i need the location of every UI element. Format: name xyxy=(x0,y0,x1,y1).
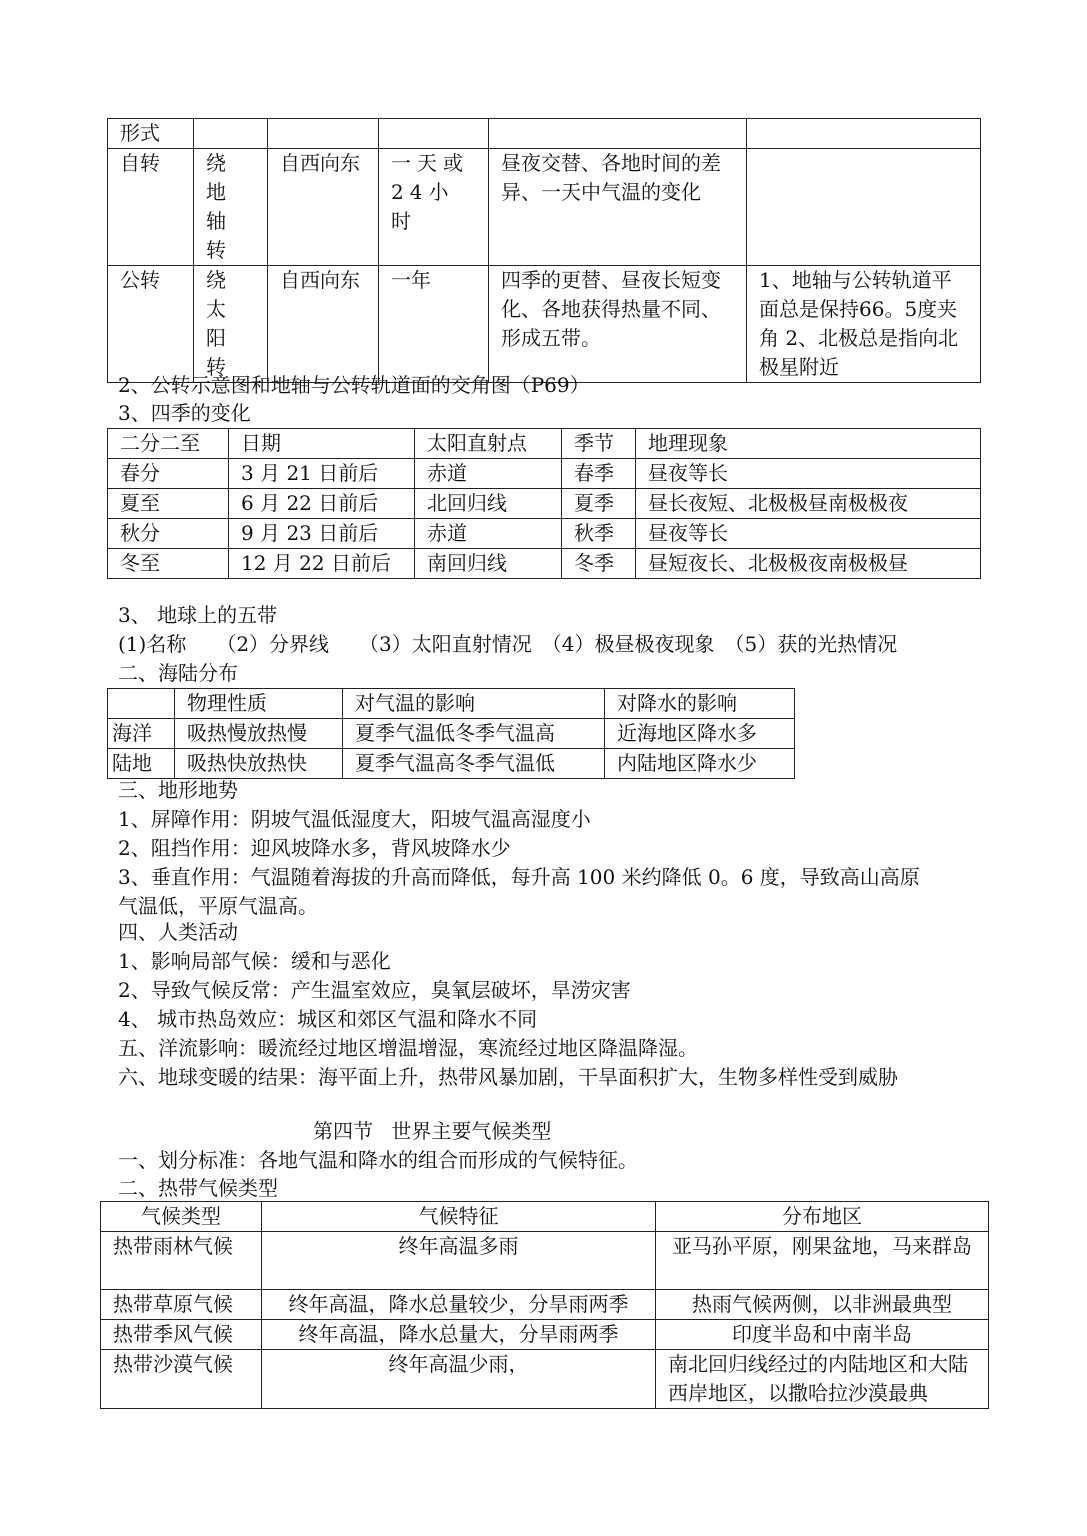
table-cell: 1、地轴与公转轨道平面总是保持66。5度夹角 2、北极总是指向北极星附近 xyxy=(747,266,981,383)
table-row xyxy=(108,149,981,266)
table-cell: 昼短夜长、北极极夜南极极昼 xyxy=(636,549,981,579)
table-header-cell: 地理现象 xyxy=(636,429,981,459)
table-row xyxy=(108,749,795,779)
table-cell: 热带沙漠气候 xyxy=(101,1350,262,1409)
table-cell: 昼夜交替、各地时间的差异、一天中气温的变化 xyxy=(489,149,747,266)
table-header-cell: 季节 xyxy=(562,429,636,459)
table-cell: 春分 xyxy=(108,459,229,489)
table-cell: 昼夜等长 xyxy=(636,459,981,489)
table-cell: 绕地轴转 xyxy=(194,149,268,266)
table-cell: 夏季 xyxy=(562,489,636,519)
table-cell: 北回归线 xyxy=(415,489,562,519)
table-cell: 终年高温，降水总量较少，分旱雨两季 xyxy=(262,1290,656,1320)
table-cell: 3 月 21 日前后 xyxy=(229,459,415,489)
table-cell: 昼夜等长 xyxy=(636,519,981,549)
text-line: 2、阻挡作用：迎风坡降水多，背风坡降水少 xyxy=(118,836,511,860)
text-line: 2、公转示意图和地轴与公转轨道面的交角图（P69） xyxy=(118,373,590,397)
table-row xyxy=(108,519,981,549)
table-cell: 冬至 xyxy=(108,549,229,579)
table-cell: 终年高温少雨， xyxy=(262,1350,656,1409)
text-line: 3、垂直作用：气温随着海拔的升高而降低，每升高 100 米约降低 0。6 度，导致高山高原 xyxy=(118,865,920,889)
table-cell: 陆地 xyxy=(108,749,175,779)
table-row xyxy=(101,1320,989,1350)
table-header-cell: 对气温的影响 xyxy=(343,689,605,719)
text-line: 2、导致气候反常：产生温室效应，臭氧层破坏，旱涝灾害 xyxy=(118,978,631,1002)
table-header-cell: 太阳直射点 xyxy=(415,429,562,459)
table-cell: 自转 xyxy=(108,149,194,266)
table-cell: 近海地区降水多 xyxy=(605,719,795,749)
text-line: 二、热带气候类型 xyxy=(118,1176,278,1200)
table-cell: 夏至 xyxy=(108,489,229,519)
table-header-cell: 二分二至 xyxy=(108,429,229,459)
text-line: (1)名称 （2）分界线 （3）太阳直射情况 （4）极昼极夜现象 （5）获的光热情况 xyxy=(118,632,898,656)
table-cell xyxy=(489,119,747,149)
table-cell: 春季 xyxy=(562,459,636,489)
table-cell: 赤道 xyxy=(415,519,562,549)
table-cell: 终年高温，降水总量大，分旱雨两季 xyxy=(262,1320,656,1350)
table-cell: 南回归线 xyxy=(415,549,562,579)
table-header-cell: 分布地区 xyxy=(656,1202,989,1232)
sea-land-table xyxy=(107,688,795,779)
table-row xyxy=(108,719,795,749)
table-cell: 吸热慢放热慢 xyxy=(175,719,343,749)
table-cell: 形式 xyxy=(108,119,194,149)
table-cell xyxy=(747,149,981,266)
table-row xyxy=(108,689,795,719)
table-cell: 终年高温多雨 xyxy=(262,1232,656,1290)
table-header-cell: 气候特征 xyxy=(262,1202,656,1232)
table-row xyxy=(108,119,981,149)
table-cell xyxy=(194,119,268,149)
table-cell: 四季的更替、昼夜长短变化、各地获得热量不同、形成五带。 xyxy=(489,266,747,383)
table-cell: 亚马孙平原，刚果盆地，马来群岛 xyxy=(656,1232,989,1290)
table-cell xyxy=(268,119,379,149)
table-cell: 秋分 xyxy=(108,519,229,549)
table-cell: 一年 xyxy=(379,266,489,383)
table-row xyxy=(108,459,981,489)
table-row xyxy=(108,489,981,519)
table-header-cell xyxy=(108,689,175,719)
table-cell: 自西向东 xyxy=(268,266,379,383)
text-line: 气温低，平原气温高。 xyxy=(118,894,318,918)
table-cell: 12 月 22 日前后 xyxy=(229,549,415,579)
table-header-cell: 日期 xyxy=(229,429,415,459)
table-row xyxy=(101,1350,989,1409)
text-line: 四、人类活动 xyxy=(118,920,238,944)
climate-table xyxy=(100,1201,989,1409)
table-row xyxy=(108,266,981,383)
table-cell: 热带雨林气候 xyxy=(101,1232,262,1290)
text-line: 二、海陆分布 xyxy=(118,661,238,685)
section-heading: 第四节 世界主要气候类型 xyxy=(313,1119,552,1143)
table-cell: 绕太阳转 xyxy=(194,266,268,383)
table-cell: 赤道 xyxy=(415,459,562,489)
table-cell: 热雨气候两侧，以非洲最典型 xyxy=(656,1290,989,1320)
table-row xyxy=(101,1290,989,1320)
table-header-cell: 物理性质 xyxy=(175,689,343,719)
text-line: 五、洋流影响：暖流经过地区增温增湿，寒流经过地区降温降湿。 xyxy=(118,1036,698,1060)
seasons-table xyxy=(107,428,981,579)
table-cell: 吸热快放热快 xyxy=(175,749,343,779)
table-cell xyxy=(747,119,981,149)
table-row xyxy=(101,1202,989,1232)
table-cell: 公转 xyxy=(108,266,194,383)
text-line: 3、四季的变化 xyxy=(118,401,251,425)
table-row xyxy=(101,1232,989,1290)
table-cell: 秋季 xyxy=(562,519,636,549)
table-cell: 内陆地区降水少 xyxy=(605,749,795,779)
text-line: 3、 地球上的五带 xyxy=(118,603,278,627)
text-line: 1、屏障作用：阴坡气温低湿度大，阳坡气温高湿度小 xyxy=(118,807,591,831)
table-cell xyxy=(379,119,489,149)
text-line: 一、划分标准：各地气温和降水的组合而形成的气候特征。 xyxy=(118,1148,638,1172)
table-cell: 热带季风气候 xyxy=(101,1320,262,1350)
table-cell: 海洋 xyxy=(108,719,175,749)
text-line: 1、影响局部气候：缓和与恶化 xyxy=(118,949,391,973)
table-row xyxy=(108,549,981,579)
text-line: 三、地形地势 xyxy=(118,778,238,802)
table-cell: 6 月 22 日前后 xyxy=(229,489,415,519)
table-cell: 夏季气温低冬季气温高 xyxy=(343,719,605,749)
table-cell: 一天或24小时 xyxy=(379,149,489,266)
table-cell: 冬季 xyxy=(562,549,636,579)
table-cell: 夏季气温高冬季气温低 xyxy=(343,749,605,779)
text-line: 4、 城市热岛效应：城区和郊区气温和降水不同 xyxy=(118,1007,538,1031)
table-header-cell: 对降水的影响 xyxy=(605,689,795,719)
earth-motion-table xyxy=(107,118,981,383)
table-cell: 昼长夜短、北极极昼南极极夜 xyxy=(636,489,981,519)
table-cell: 9 月 23 日前后 xyxy=(229,519,415,549)
table-cell: 印度半岛和中南半岛 xyxy=(656,1320,989,1350)
table-cell: 南北回归线经过的内陆地区和大陆西岸地区，以撒哈拉沙漠最典 xyxy=(656,1350,989,1409)
table-cell: 自西向东 xyxy=(268,149,379,266)
table-header-cell: 气候类型 xyxy=(101,1202,262,1232)
table-row xyxy=(108,429,981,459)
table-cell: 热带草原气候 xyxy=(101,1290,262,1320)
text-line: 六、地球变暖的结果：海平面上升，热带风暴加剧，干旱面积扩大，生物多样性受到威胁 xyxy=(118,1065,898,1089)
